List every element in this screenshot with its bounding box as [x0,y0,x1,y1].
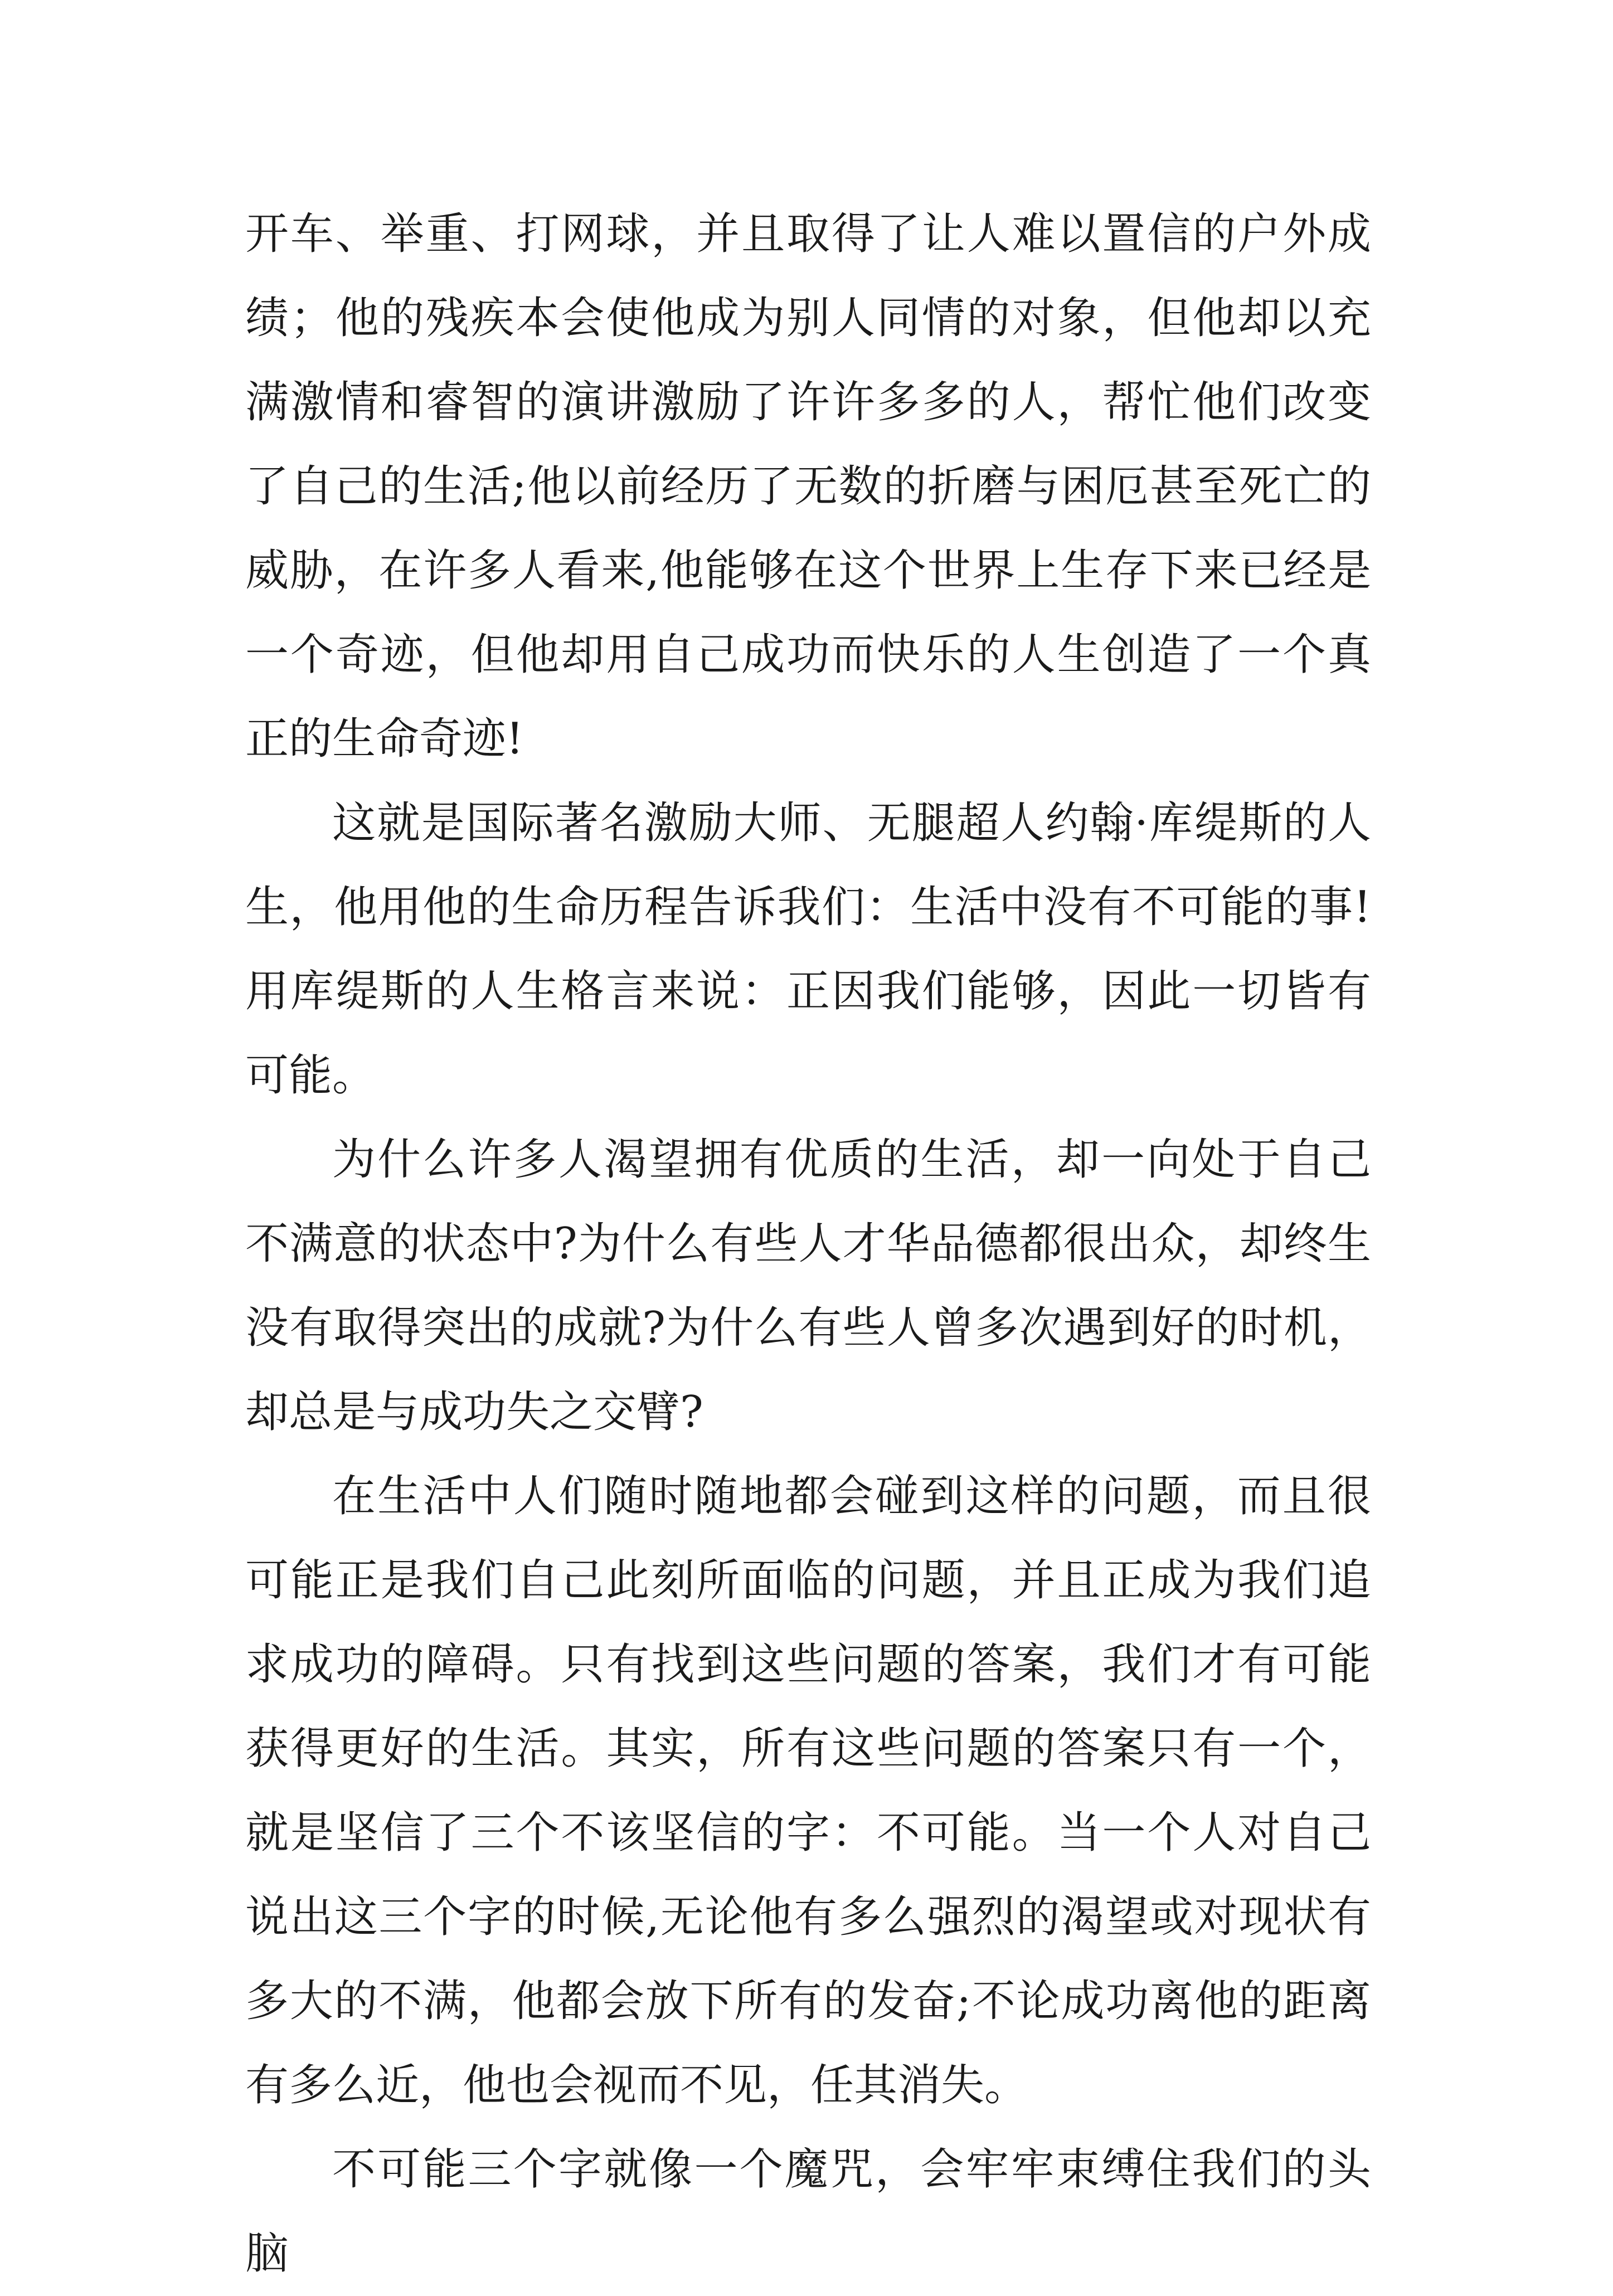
paragraph-5: 不可能三个字就像一个魔咒，会牢牢束缚住我们的头脑 [245,2144,1371,2279]
body-text [245,192,1371,2296]
paragraph-2: 这就是国际著名激励大师、无腿超人约翰·库缇斯的人生，他用他的生命历程告诉我们：生活中没有不可能的事!用库缇斯的人生格言来说：正因我们能够，因此一切皆有可能。 [245,798,1371,1101]
paragraph-3: 为什么许多人渴望拥有优质的生活，却一向处于自己不满意的状态中?为什么有些人才华品德都很出众，却终生没有取得突出的成就?为什么有些人曾多次遇到好的时机，却总是与成功失之交臂? [245,1135,1371,1437]
paragraph-1: 开车、举重、打网球，并且取得了让人难以置信的户外成绩；他的残疾本会使他成为别人同情的对象，但他却以充满激情和睿智的演讲激励了许许多多的人，帮忙他们改变了自己的生活;他以前经历了无数的折磨与困厄甚至死亡的威胁，在许多人看来,他能够在这个世界上生存下来已经是一个奇迹，但他却用自己成功而快乐的人生创造了一个真正的生命奇迹! [245,209,1371,764]
paragraph-4: 在生活中人们随时随地都会碰到这样的问题，而且很可能正是我们自己此刻所面临的问题，并且正成为我们追求成功的障碍。只有找到这些问题的答案，我们才有可能获得更好的生活。其实，所有这些问题的答案只有一个，就是坚信了三个不该坚信的字：不可能。当一个人对自己说出这三个字的时候,无论他有多么强烈的渴望或对现状有多大的不满，他都会放下所有的发奋;不论成功离他的距离有多么近，他也会视而不见，任其消失。 [245,1471,1371,2110]
